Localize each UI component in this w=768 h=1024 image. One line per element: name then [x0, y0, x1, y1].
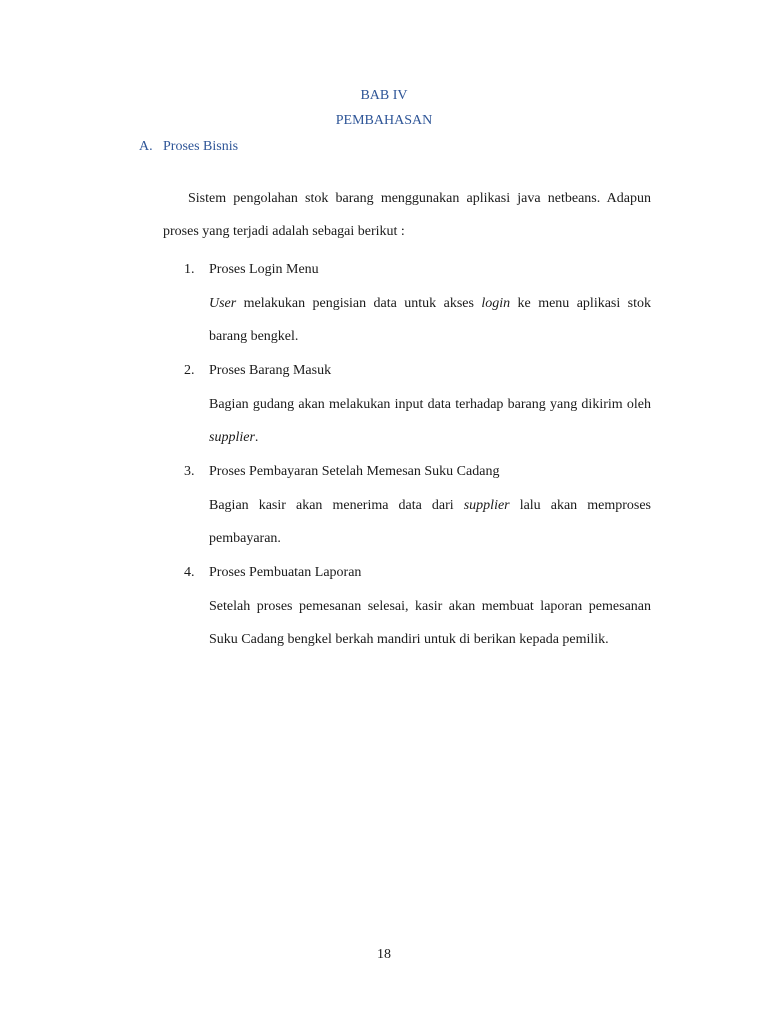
- list-item-description: Setelah proses pemesanan selesai, kasir akan membuat laporan pemesanan Suku Cadang bengkel berkah mandiri untuk di berikan kepada pemilik.: [209, 599, 651, 647]
- list-item-number: 2.: [184, 363, 195, 378]
- italic-term: User: [209, 296, 237, 311]
- intro-paragraph: Sistem pengolahan stok barang menggunakan aplikasi java netbeans. Adapun proses yang terjadi adalah sebagai berikut :: [163, 191, 651, 239]
- section-label: Proses Bisnis: [163, 139, 239, 154]
- chapter-heading: BAB IV: [360, 88, 408, 103]
- list-item-description: User melakukan pengisian data untuk akses login ke menu aplikasi stok barang bengkel.: [209, 296, 652, 344]
- list-item-number: 4.: [184, 565, 195, 580]
- list-item-title: [184, 464, 499, 480]
- list-item-number: 1.: [184, 262, 195, 277]
- list-item-label: Proses Login Menu: [209, 262, 319, 277]
- page-number: 18: [377, 947, 391, 962]
- italic-term: supplier: [209, 430, 255, 445]
- section-heading: [139, 139, 238, 155]
- list-item-number: 3.: [184, 464, 195, 479]
- list-item-description: Bagian kasir akan menerima data dari supplier lalu akan memproses pembayaran.: [209, 498, 651, 546]
- italic-term: supplier: [463, 498, 510, 513]
- list-item-label: Proses Pembuatan Laporan: [209, 565, 362, 580]
- list-item-title: [184, 262, 319, 278]
- list-item-description: Bagian gudang akan melakukan input data terhadap barang yang dikirim oleh supplier.: [209, 397, 651, 445]
- chapter-title: PEMBAHASAN: [335, 113, 433, 128]
- section-number: A.: [139, 139, 153, 154]
- list-item-label: Proses Barang Masuk: [209, 363, 332, 378]
- italic-term: login: [481, 296, 511, 311]
- list-item-title: [184, 363, 331, 379]
- list-item-label: Proses Pembayaran Setelah Memesan Suku Cadang: [209, 464, 500, 479]
- list-item-title: [184, 565, 361, 581]
